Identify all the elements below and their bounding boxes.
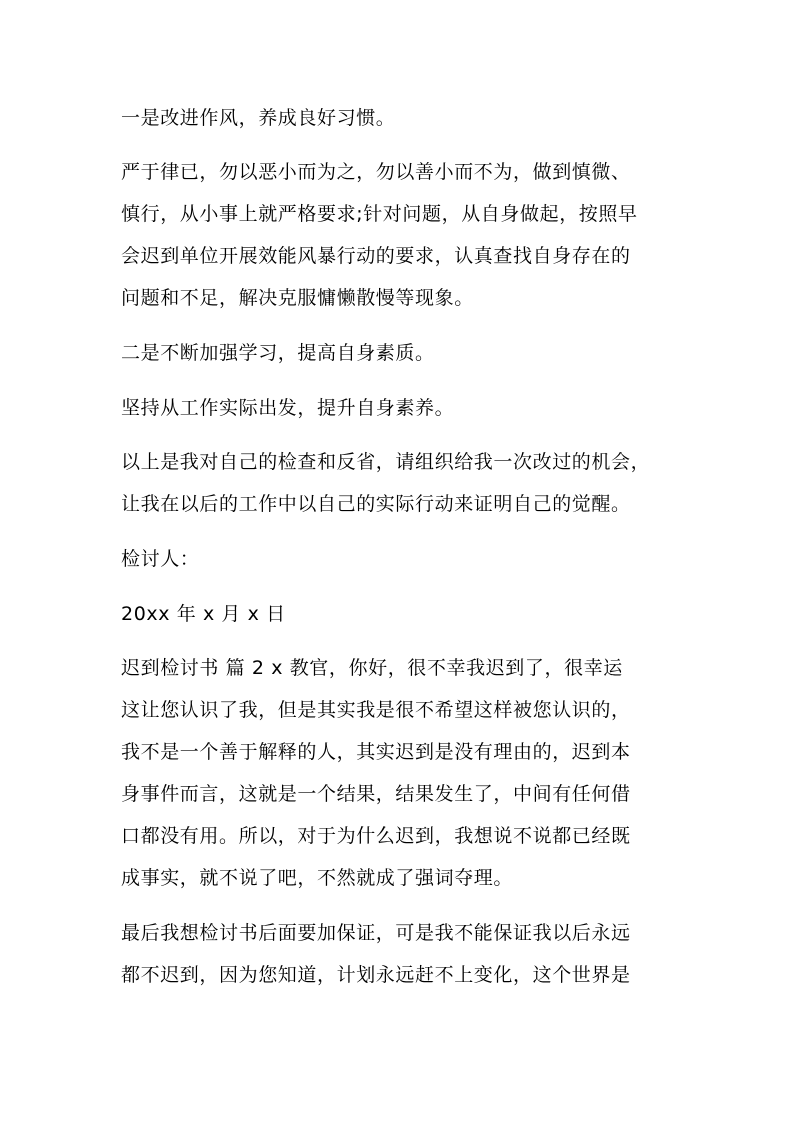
text-line: 最后我想检讨书后面要加保证，可是我不能保证我以后永远 <box>121 922 631 944</box>
text-line: 一是改进作风，养成良好习惯。 <box>121 107 396 129</box>
text-line: 都不迟到，因为您知道，计划永远赶不上变化，这个世界是 <box>121 964 631 986</box>
text-line: 坚持从工作实际出发，提升自身素养。 <box>121 397 455 419</box>
text-line: 我不是一个善于解释的人，其实迟到是没有理由的，迟到本 <box>121 741 631 763</box>
text-line: 严于律已，勿以恶小而为之，勿以善小而不为，做到慎微、 <box>121 161 631 183</box>
text-line: 以上是我对自己的检查和反省，请组织给我一次改过的机会， <box>121 451 651 473</box>
text-line: 身事件而言，这就是一个结果，结果发生了，中间有任何借 <box>121 783 631 805</box>
text-line: 二是不断加强学习，提高自身素质。 <box>121 342 435 364</box>
text-line: 慎行，从小事上就严格要求;针对问题，从自身做起，按照早 <box>121 203 638 225</box>
text-line: 问题和不足，解决克服慵懒散慢等现象。 <box>121 287 474 309</box>
text-line: 这让您认识了我，但是其实我是很不希望这样被您认识的， <box>121 699 631 721</box>
text-line: 会迟到单位开展效能风暴行动的要求，认真查找自身存在的 <box>121 245 631 267</box>
text-line: 成事实，就不说了吧，不然就成了强词夺理。 <box>121 867 514 889</box>
signer-label: 检讨人： <box>121 548 200 570</box>
text-line: 口都没有用。所以，对于为什么迟到，我想说不说都已经既 <box>121 825 631 847</box>
text-line: 让我在以后的工作中以自己的实际行动来证明自己的觉醒。 <box>121 493 631 515</box>
text-line: 迟到检讨书 篇 2 x 教官，你好，很不幸我迟到了，很幸运 <box>121 657 623 679</box>
date-line: 20xx 年 x 月 x 日 <box>121 603 286 625</box>
